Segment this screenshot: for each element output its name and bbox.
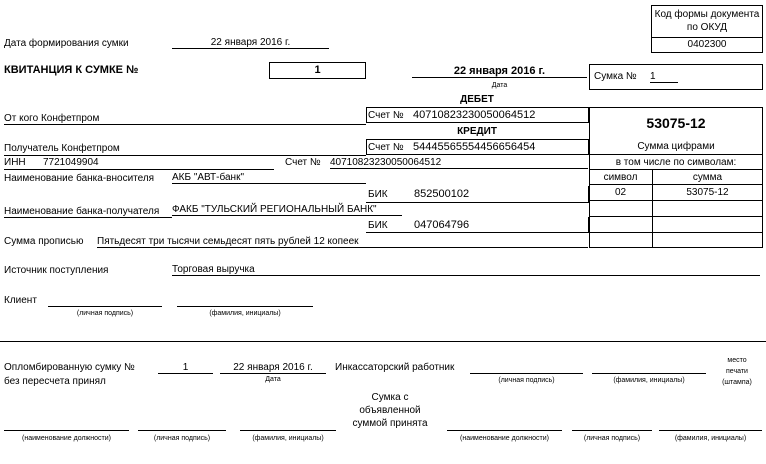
amount-words-value: Пятьдесят три тысячи семьдесят пять рублей 12 копеек xyxy=(97,236,588,248)
receipt-date-caption: Дата xyxy=(491,82,508,89)
credit-account-label: Счет № xyxy=(368,142,404,153)
section-divider xyxy=(0,341,766,342)
sealed-line2: без пересчета принял xyxy=(4,376,106,387)
amount-words-label: Сумма прописью xyxy=(4,236,84,247)
source-label: Источник поступления xyxy=(4,265,109,276)
collector-name-caption: (фамилия, инициалы) xyxy=(613,377,685,384)
symbol-code: 02 xyxy=(614,187,627,198)
credit-account: 54445565554456656454 xyxy=(413,141,536,153)
debit-label: ДЕБЕТ xyxy=(460,94,494,105)
credit-label: КРЕДИТ xyxy=(457,126,497,137)
stamp-line3: (штампа) xyxy=(722,379,752,386)
bottom-sig-caption-right: (личная подпись) xyxy=(583,435,641,442)
declared-line1: Сумка с xyxy=(371,392,409,403)
declared-line2: объявленной xyxy=(359,405,421,416)
recipient-label: Получатель Конфетпром xyxy=(4,143,120,154)
client-name-caption: (фамилия, инициалы) xyxy=(209,310,281,317)
collector-label: Инкассаторский работник xyxy=(335,362,455,373)
stamp-line1: место xyxy=(727,357,747,364)
inn-value: 7721049904 xyxy=(43,157,99,168)
bottom-position-caption-right: (наименование должности) xyxy=(460,435,549,442)
inn-account-label: Счет № xyxy=(285,157,321,168)
bottom-position-caption-left: (наименование должности) xyxy=(22,435,111,442)
bottom-name-caption-right: (фамилия, инициалы) xyxy=(674,435,747,442)
receipt-date: 22 января 2016 г. xyxy=(412,65,587,78)
okud-code: 0402300 xyxy=(687,39,727,50)
col-symbol-header: символ xyxy=(603,172,638,183)
bag-number-label: Сумка № xyxy=(594,71,637,82)
formation-date: 22 января 2016 г. xyxy=(172,37,329,49)
amount-by-symbols: в том числе по символам: xyxy=(615,157,737,168)
sealed-number: 1 xyxy=(158,362,213,374)
collector-sig-caption: (личная подпись) xyxy=(498,377,555,384)
declared-line3: суммой принята xyxy=(352,418,428,429)
payee-bik: 047064796 xyxy=(414,219,470,231)
inn-account: 40710823230050064512 xyxy=(330,157,588,169)
amount-caption: Сумма цифрами xyxy=(637,141,715,152)
bottom-name-caption-left: (фамилия, инициалы) xyxy=(252,435,324,442)
col-sum-header: сумма xyxy=(692,172,723,183)
inn-label: ИНН xyxy=(4,157,26,168)
payee-bank-label: Наименование банка-получателя xyxy=(4,206,160,217)
debit-account: 40710823230050064512 xyxy=(413,109,536,121)
bottom-sig-caption-left: (личная подпись) xyxy=(153,435,211,442)
payee-bik-box xyxy=(366,217,589,233)
sealed-date-caption: Дата xyxy=(265,376,281,383)
stamp-line2: печати xyxy=(726,368,748,375)
payer-bik-label: БИК xyxy=(368,189,388,200)
receipt-title: КВИТАНЦИЯ К СУМКЕ № xyxy=(4,64,139,76)
payer-bank-value: АКБ "АВТ-банк" xyxy=(172,172,366,184)
payee-bank-value: ФАКБ "ТУЛЬСКИЙ РЕГИОНАЛЬНЫЙ БАНК" xyxy=(172,204,402,216)
client-sig-caption: (личная подпись) xyxy=(76,310,134,317)
formation-label: Дата формирования сумки xyxy=(4,38,129,49)
payer-bik-box xyxy=(366,186,589,203)
bag-number-value: 1 xyxy=(650,71,678,83)
payee-bik-label: БИК xyxy=(368,220,388,231)
receipt-number: 1 xyxy=(314,64,321,76)
payer-bank-label: Наименование банка-вносителя xyxy=(4,173,155,184)
sealed-line1: Опломбированную сумку № xyxy=(4,362,135,373)
debit-account-label: Счет № xyxy=(368,110,404,121)
amount-value: 53075-12 xyxy=(646,115,706,131)
sealed-date: 22 января 2016 г. xyxy=(220,362,326,374)
payer-bik: 852500102 xyxy=(414,188,470,200)
okud-header: Код формы документа по ОКУД xyxy=(654,9,760,33)
symbol-sum: 53075-12 xyxy=(686,187,729,198)
client-label: Клиент xyxy=(4,295,37,306)
from-label: От кого Конфетпром xyxy=(4,113,100,124)
source-value: Торговая выручка xyxy=(172,264,760,276)
